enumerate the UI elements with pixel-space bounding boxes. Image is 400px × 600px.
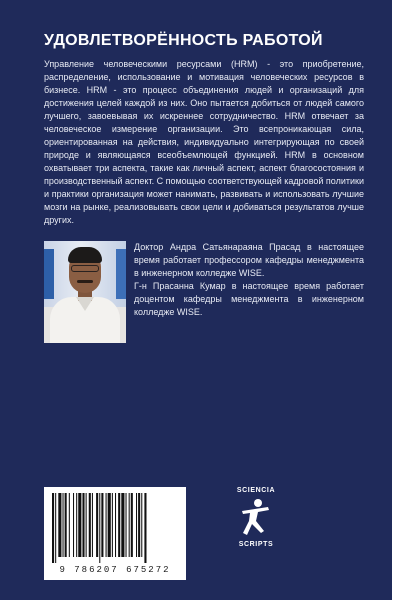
book-description: Управление человеческими ресурсами (HRM) - это приобретение, распределение, использование и мотивация человеческих ресурсов в бизнесе. HRM - это процесс объединения людей и организаций для достижения целей каждой из них. Оно пытается добиться от людей самого лучшего, завоевывая их искреннее сотрудничество. HRM отвечает за человеческое измерение организации. Это всепроникающая сила, ориентированная на действия, индивидуально интегрирующая по своей природе и являющаяся всеобъемлющей функцией. HRM в основном охватывает три аспекта, такие как личный аспект, аспект благосостояния и производственный аспект. С помощью соответствующей кадровой политики и практики организация может нанимать, развивать и использовать лучшие мозги на рынке, реализовывать свои цели и добиваться результатов лучше других.: [44, 59, 364, 225]
isbn-number: 9 786207 675272: [59, 565, 171, 575]
book-title: УДОВЛЕТВОРЁННОСТЬ РАБОТОЙ: [44, 32, 323, 49]
cover-right-edge: [392, 0, 400, 600]
author-bio: [134, 241, 364, 319]
photo-glasses: [71, 265, 99, 272]
photo-hair: [68, 247, 102, 263]
publisher-name-top: SCIENCIA: [236, 487, 276, 494]
publisher-name-bottom: SCRIPTS: [238, 541, 274, 548]
author-bio-second: Г-н Прасанна Кумар в настоящее время работает доцентом кафедры менеджмента в инженерном колледже WISE.: [134, 281, 364, 317]
author-photo: [44, 241, 126, 343]
running-man-icon: [238, 497, 274, 539]
photo-moustache: [77, 280, 93, 283]
barcode-bars: [52, 493, 178, 563]
photo-background-stripe: [44, 249, 54, 299]
publisher-logo: [230, 487, 282, 551]
isbn-barcode: [44, 487, 186, 580]
author-bio-first: Доктор Андра Сатьянараяна Прасад в настоящее время работает профессором кафедры менеджмента в инженерном колледже WISE.: [134, 242, 364, 278]
photo-background-stripe-right: [116, 249, 126, 299]
